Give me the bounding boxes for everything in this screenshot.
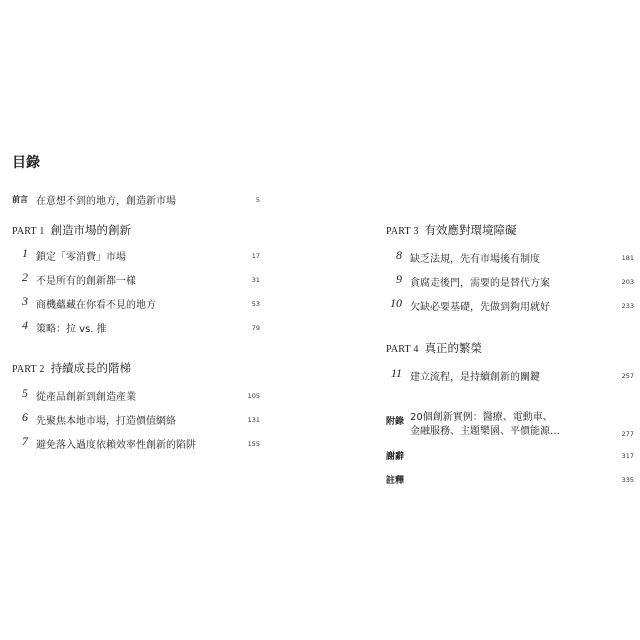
part-title: 真正的繁榮 <box>424 341 483 355</box>
part-heading <box>12 360 131 376</box>
appendix-label: 附錄 <box>386 417 405 427</box>
preface-title: 在意想不到的地方，創造新市場 <box>36 196 176 207</box>
chapter-number: 1 <box>22 246 28 260</box>
part-heading <box>386 222 517 238</box>
chapter-page: 155 <box>247 440 260 448</box>
appendix-page: 277 <box>621 430 634 438</box>
chapter-number: 5 <box>22 386 28 400</box>
notes-page: 335 <box>621 476 634 484</box>
chapter-page: 79 <box>251 324 260 332</box>
chapter-page: 17 <box>251 252 260 260</box>
chapter-title: 鎖定「零消費」市場 <box>36 252 126 263</box>
chapter-page: 53 <box>251 300 260 308</box>
chapter-title: 策略：拉 vs. 推 <box>36 324 107 335</box>
notes-label: 註釋 <box>386 476 405 486</box>
chapter-number: 10 <box>390 296 402 310</box>
chapter-title: 從產品創新到創造產業 <box>36 392 136 403</box>
part-label: PART 2 <box>12 364 45 375</box>
part-title: 有效應對環境障礙 <box>424 223 517 237</box>
chapter-title: 商機蘊藏在你看不見的地方 <box>36 300 156 311</box>
part-label: PART 1 <box>12 226 45 237</box>
chapter-page: 31 <box>251 276 260 284</box>
part-label: PART 3 <box>386 226 419 237</box>
chapter-title: 建立流程，是持續創新的關鍵 <box>410 372 540 383</box>
chapter-page: 233 <box>621 302 634 310</box>
chapter-page: 203 <box>621 278 634 286</box>
chapter-number: 2 <box>22 270 28 284</box>
chapter-title: 欠缺必要基礎，先做到夠用就好 <box>410 302 550 313</box>
acknowledgments-label: 謝辭 <box>386 452 405 462</box>
chapter-number: 7 <box>22 434 28 448</box>
part-title: 持續成長的階梯 <box>50 361 132 375</box>
chapter-number: 6 <box>22 410 28 424</box>
acknowledgments-page: 317 <box>621 452 634 460</box>
chapter-title: 不是所有的創新都一樣 <box>36 276 136 287</box>
chapter-title: 避免落入過度依賴效率性創新的陷阱 <box>36 440 196 451</box>
chapter-page: 105 <box>247 392 260 400</box>
chapter-title: 缺乏法規，先有市場後有制度 <box>410 254 540 265</box>
part-heading <box>12 222 131 238</box>
chapter-page: 131 <box>247 416 260 424</box>
preface-label: 前言 <box>12 195 28 204</box>
part-title: 創造市場的創新 <box>50 223 132 237</box>
preface-page: 5 <box>255 196 260 204</box>
chapter-title: 貪腐走後門，需要的是替代方案 <box>410 278 550 289</box>
chapter-number: 3 <box>22 294 28 308</box>
chapter-title: 先聚焦本地市場，打造價值網絡 <box>36 416 176 427</box>
chapter-page: 181 <box>621 254 634 262</box>
chapter-page: 257 <box>621 372 634 380</box>
part-heading <box>386 340 482 356</box>
appendix-title-line2: 金融服務、主題樂園、平價能源… <box>410 426 560 437</box>
chapter-number: 4 <box>22 318 28 332</box>
chapter-number: 11 <box>390 366 402 380</box>
chapter-number: 9 <box>396 272 402 286</box>
chapter-number: 8 <box>396 248 402 262</box>
appendix-title-line1: 20個創新實例：醫療、電動車、 <box>410 412 553 423</box>
page-title: 目錄 <box>12 155 40 171</box>
part-label: PART 4 <box>386 344 419 355</box>
